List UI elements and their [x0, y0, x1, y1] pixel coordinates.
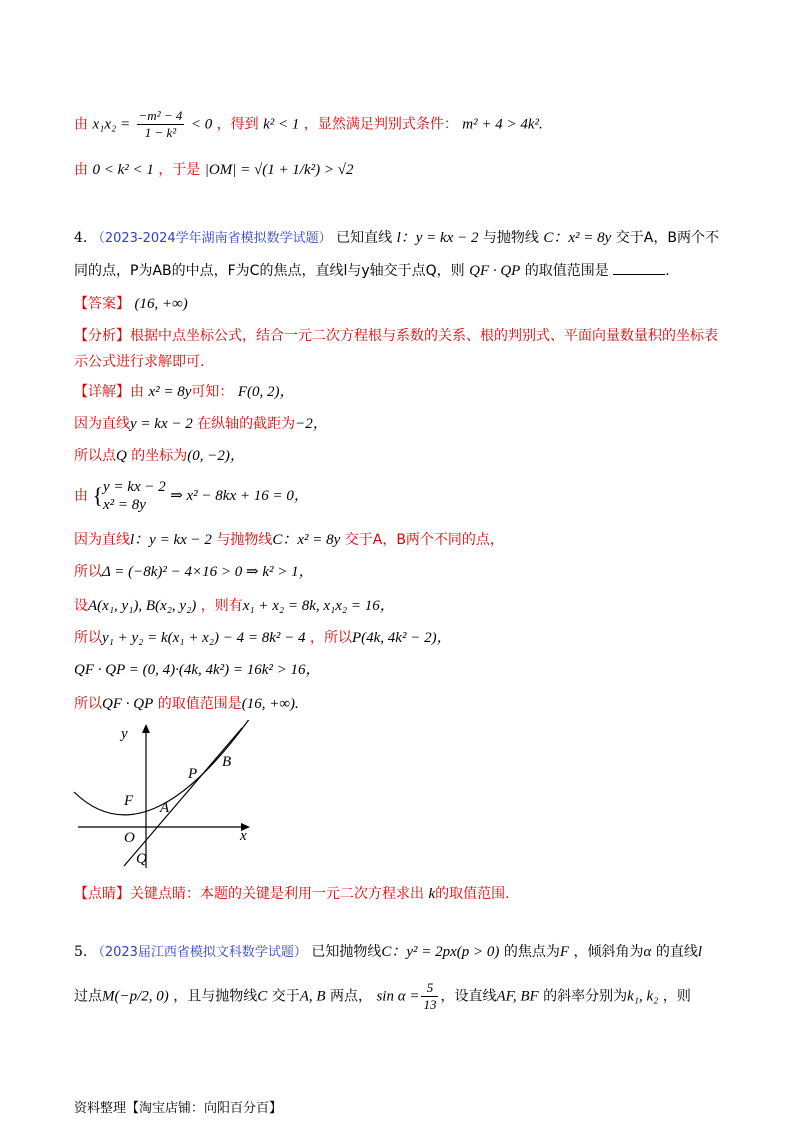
- footer: 资料整理【淘宝店铺：向阳百分百】: [74, 1101, 283, 1116]
- fraction: $\frac{\text{−m² − 4}}{\text{1 − k²}}$: [138, 108, 183, 140]
- parabola-figure: [60, 720, 260, 870]
- sin-fraction: $\frac{5}{13}$: [423, 980, 437, 1012]
- label-a: A: [160, 800, 170, 816]
- q4-detail-5: 因为直线l：y = kx − 2 与抛物线C：x² = 8y 交于A，B两个不同的点，: [74, 532, 504, 548]
- q4-detail-10: 所以QF · QP 的取值范围是(16, +∞).: [74, 696, 299, 712]
- label-o: O: [124, 830, 135, 846]
- q4-detail-4: 由 { y = kx − 2 x² = 8y ⇒ x² − 8kx + 16 = 0，: [74, 479, 309, 513]
- q4-analysis-line-1: 【分析】根据中点坐标公式，结合一元二次方程根与系数的关系、根的判别式、平面向量数量积的坐标表: [74, 328, 718, 344]
- equation-system: y = kx − 2 x² = 8y: [103, 479, 166, 513]
- q4-detail-2: 因为直线y = kx − 2 在纵轴的截距为−2，: [74, 416, 328, 432]
- q4-detail-8: 所以y₁ + y₂ = k(x₁ + x₂) − 4 = 8k² − 4 ，所以P(4k, 4k² − 2)，: [74, 630, 452, 646]
- q4-detail-9: QF · QP = (0, 4)·(4k, 4k²) = 16k² > 16，: [74, 662, 321, 678]
- q5-source: （2023届江西省模拟文科数学试题）: [91, 945, 307, 960]
- answer-blank: [613, 260, 665, 275]
- label-f: F: [124, 793, 134, 809]
- label-x: x: [240, 828, 247, 844]
- q4-detail-6: 所以Δ = (−8k)² − 4×16 > 0 ⇒ k² > 1，: [74, 564, 314, 580]
- q4-analysis-line-2: 示公式进行求解即可.: [74, 354, 205, 370]
- line-l: [124, 728, 242, 866]
- q5-stem-line-2: 过点M(−p/2, 0) ，且与抛物线C 交于A, B 两点， sin α = $\frac{5}{13}$ ，设直线AF, BF 的斜率分别为k₁, k₂ ，则: [74, 980, 691, 1012]
- q5-stem-line-1: 5. （2023届江西省模拟文科数学试题） 已知抛物线C：y² = 2px(p > 0) 的焦点为F ，倾斜角为α 的直线l: [74, 944, 702, 960]
- y-axis-arrow: [142, 724, 150, 733]
- q4-stem-line-2: 同的点，P为AB的中点，F为C的焦点，直线l与y轴交于点Q，则 QF · QP 的取值范围是 .: [74, 260, 670, 281]
- top-line-2: 由 0 < k² < 1 ，于是 |OM| = √(1 + 1/k²) > √2: [74, 162, 354, 178]
- q4-detail-7: 设A(x₁, y₁), B(x₂, y₂) ，则有x₁ + x₂ = 8k, x₁x₂ = 16，: [74, 598, 395, 614]
- q4-detail-3: 所以点Q 的坐标为(0, −2)，: [74, 448, 245, 464]
- q4-answer: 【答案】 (16, +∞): [74, 296, 188, 312]
- q4-source: （2023-2024学年湖南省模拟数学试题）: [91, 231, 332, 246]
- label-y: y: [121, 726, 128, 742]
- label-b: B: [222, 754, 232, 770]
- q4-detail-1: 【详解】由 x² = 8y可知： F(0, 2)，: [74, 384, 295, 400]
- q4-stem-line-1: 4. （2023-2024学年湖南省模拟数学试题） 已知直线 l：y = kx − 2 与抛物线 C：x² = 8y 交于A，B两个不: [74, 230, 719, 246]
- q4-comment: 【点睛】关键点睛：本题的关键是利用一元二次方程求出 k的取值范围.: [74, 886, 510, 902]
- brace: {: [92, 483, 104, 508]
- label-q: Q: [136, 851, 147, 867]
- label-p: P: [188, 766, 198, 782]
- top-line-1: 由 x₁x₂ = $\frac{\text{−m² − 4}}{\text{1 − k²}}$ < 0 ，得到 k² < 1 ，显然满足判别式条件： m² + 4 > 4k².: [74, 108, 543, 140]
